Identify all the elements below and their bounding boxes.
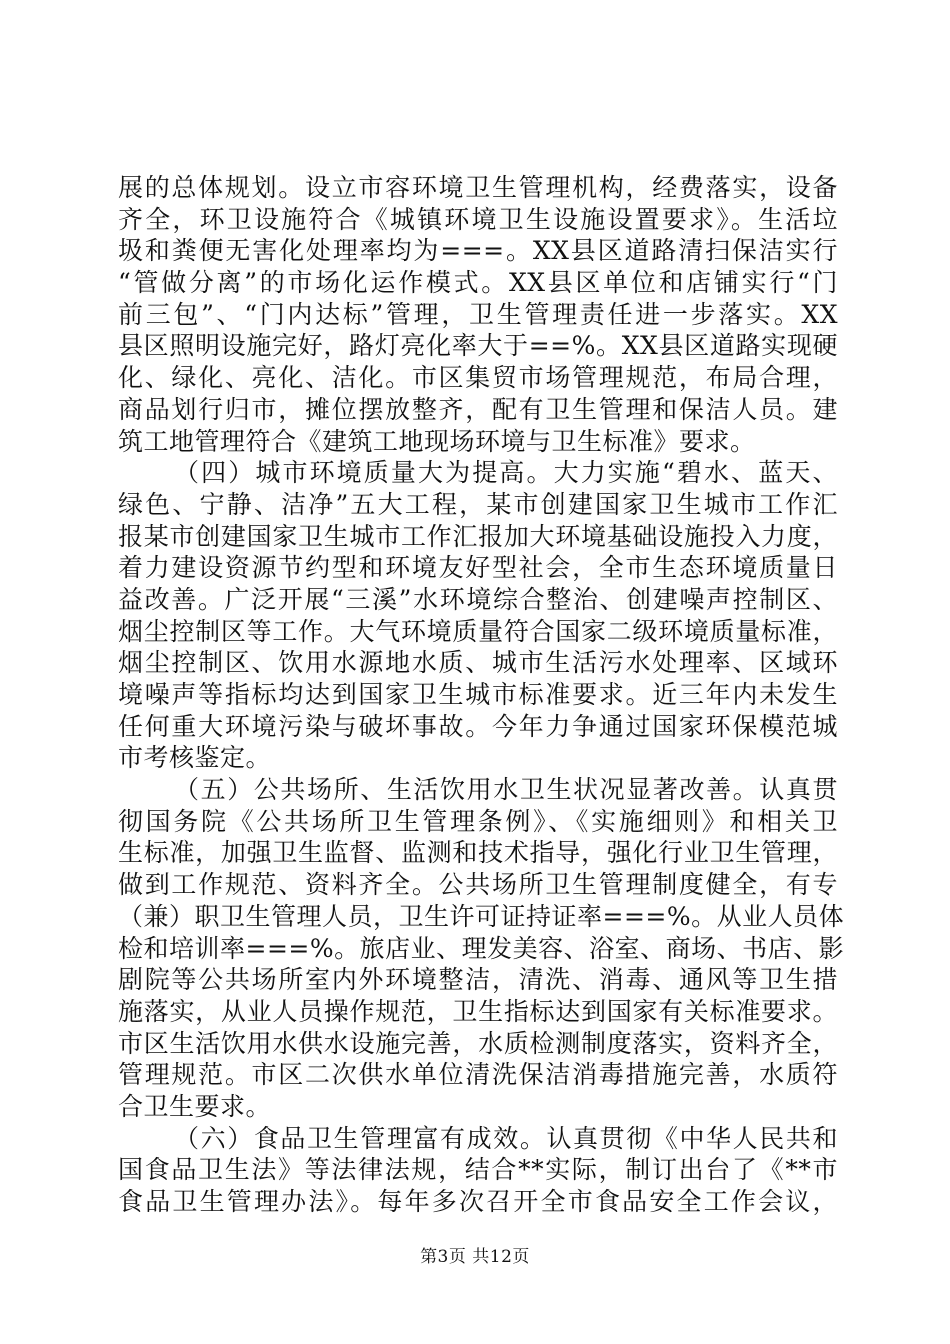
text-line: （兼）职卫生管理人员，卫生许可证持证率===%。从业人员体 <box>118 901 845 931</box>
text-line: 境噪声等指标均达到国家卫生城市标准要求。近三年内未发生 <box>118 680 838 709</box>
text-line: 市区生活饮用水供水设施完善，水质检测制度落实，资料齐全， <box>118 1028 838 1058</box>
text-line: 烟尘控制区等工作。大气环境质量符合国家二级环境质量标准， <box>118 616 838 646</box>
text-line: 检和培训率===%。旅店业、理发美容、浴室、商场、书店、影 <box>118 933 845 963</box>
text-line: 圾和粪便无害化处理率均为===。XX县区道路清扫保洁实行 <box>118 236 838 266</box>
text-line: 彻国务院《公共场所卫生管理条例》、《实施细则》和相关卫 <box>118 806 838 836</box>
text-line: 管理规范。市区二次供水单位清洗保洁消毒措施完善，水质符 <box>118 1060 838 1090</box>
text-line: 烟尘控制区、饮用水源地水质、城市生活污水处理率、区域环 <box>118 648 838 678</box>
text-line: 县区照明设施完好，路灯亮化率大于==%。XX县区道路实现硬 <box>118 331 838 361</box>
page-footer: 第3页 共12页 <box>420 1247 530 1267</box>
paragraph-first-line: （四）城市环境质量大为提高。大力实施“碧水、蓝天、 <box>174 458 838 488</box>
text-line: 国食品卫生法》等法律法规，结合**实际，制订出台了《**市 <box>118 1155 838 1185</box>
text-line: 做到工作规范、资料齐全。公共场所卫生管理制度健全，有专 <box>118 870 838 900</box>
text-line: 绿色、宁静、洁净”五大工程，某市创建国家卫生城市工作汇 <box>118 489 838 519</box>
text-line: 合卫生要求。 <box>118 1091 272 1121</box>
text-line: 商品划行归市，摊位摆放整齐，配有卫生管理和保洁人员。建 <box>118 394 838 424</box>
text-line: 施落实，从业人员操作规范，卫生指标达到国家有关标准要求。 <box>118 996 838 1026</box>
text-line: 市考核鉴定。 <box>118 743 272 773</box>
paragraph-first-line: （五）公共场所、生活饮用水卫生状况显著改善。认真贯 <box>174 775 838 805</box>
text-line: 着力建设资源节约型和环境友好型社会，全市生态环境质量日 <box>118 553 838 583</box>
text-line: 展的总体规划。设立市容环境卫生管理机构，经费落实，设备 <box>118 173 838 202</box>
text-line: 任何重大环境污染与破坏事故。今年力争通过国家环保模范城 <box>118 711 838 741</box>
text-line: “管做分离”的市场化运作模式。XX县区单位和店铺实行“门 <box>118 268 838 298</box>
text-line: 益改善。广泛开展“三溪”水环境综合整治、创建噪声控制区、 <box>118 584 838 614</box>
text-line: 食品卫生管理办法》。每年多次召开全市食品安全工作会议， <box>118 1187 838 1216</box>
text-line: 生标准，加强卫生监督、监测和技术指导，强化行业卫生管理， <box>118 838 838 868</box>
text-line: 筑工地管理符合《建筑工地现场环境与卫生标准》要求。 <box>118 426 756 456</box>
text-line: 化、绿化、亮化、洁化。市区集贸市场管理规范，布局合理， <box>118 363 838 393</box>
text-line: 剧院等公共场所室内外环境整洁，清洗、消毒、通风等卫生措 <box>118 965 838 995</box>
text-line: 报某市创建国家卫生城市工作汇报加大环境基础设施投入力度， <box>118 521 838 551</box>
paragraph-first-line: （六）食品卫生管理富有成效。认真贯彻《中华人民共和 <box>174 1123 838 1153</box>
text-line: 齐全，环卫设施符合《城镇环境卫生设施设置要求》。生活垃 <box>118 204 838 234</box>
body-text <box>118 172 845 1218</box>
text-line: 前三包”、“门内达标”管理，卫生管理责任进一步落实。XX <box>118 299 838 329</box>
